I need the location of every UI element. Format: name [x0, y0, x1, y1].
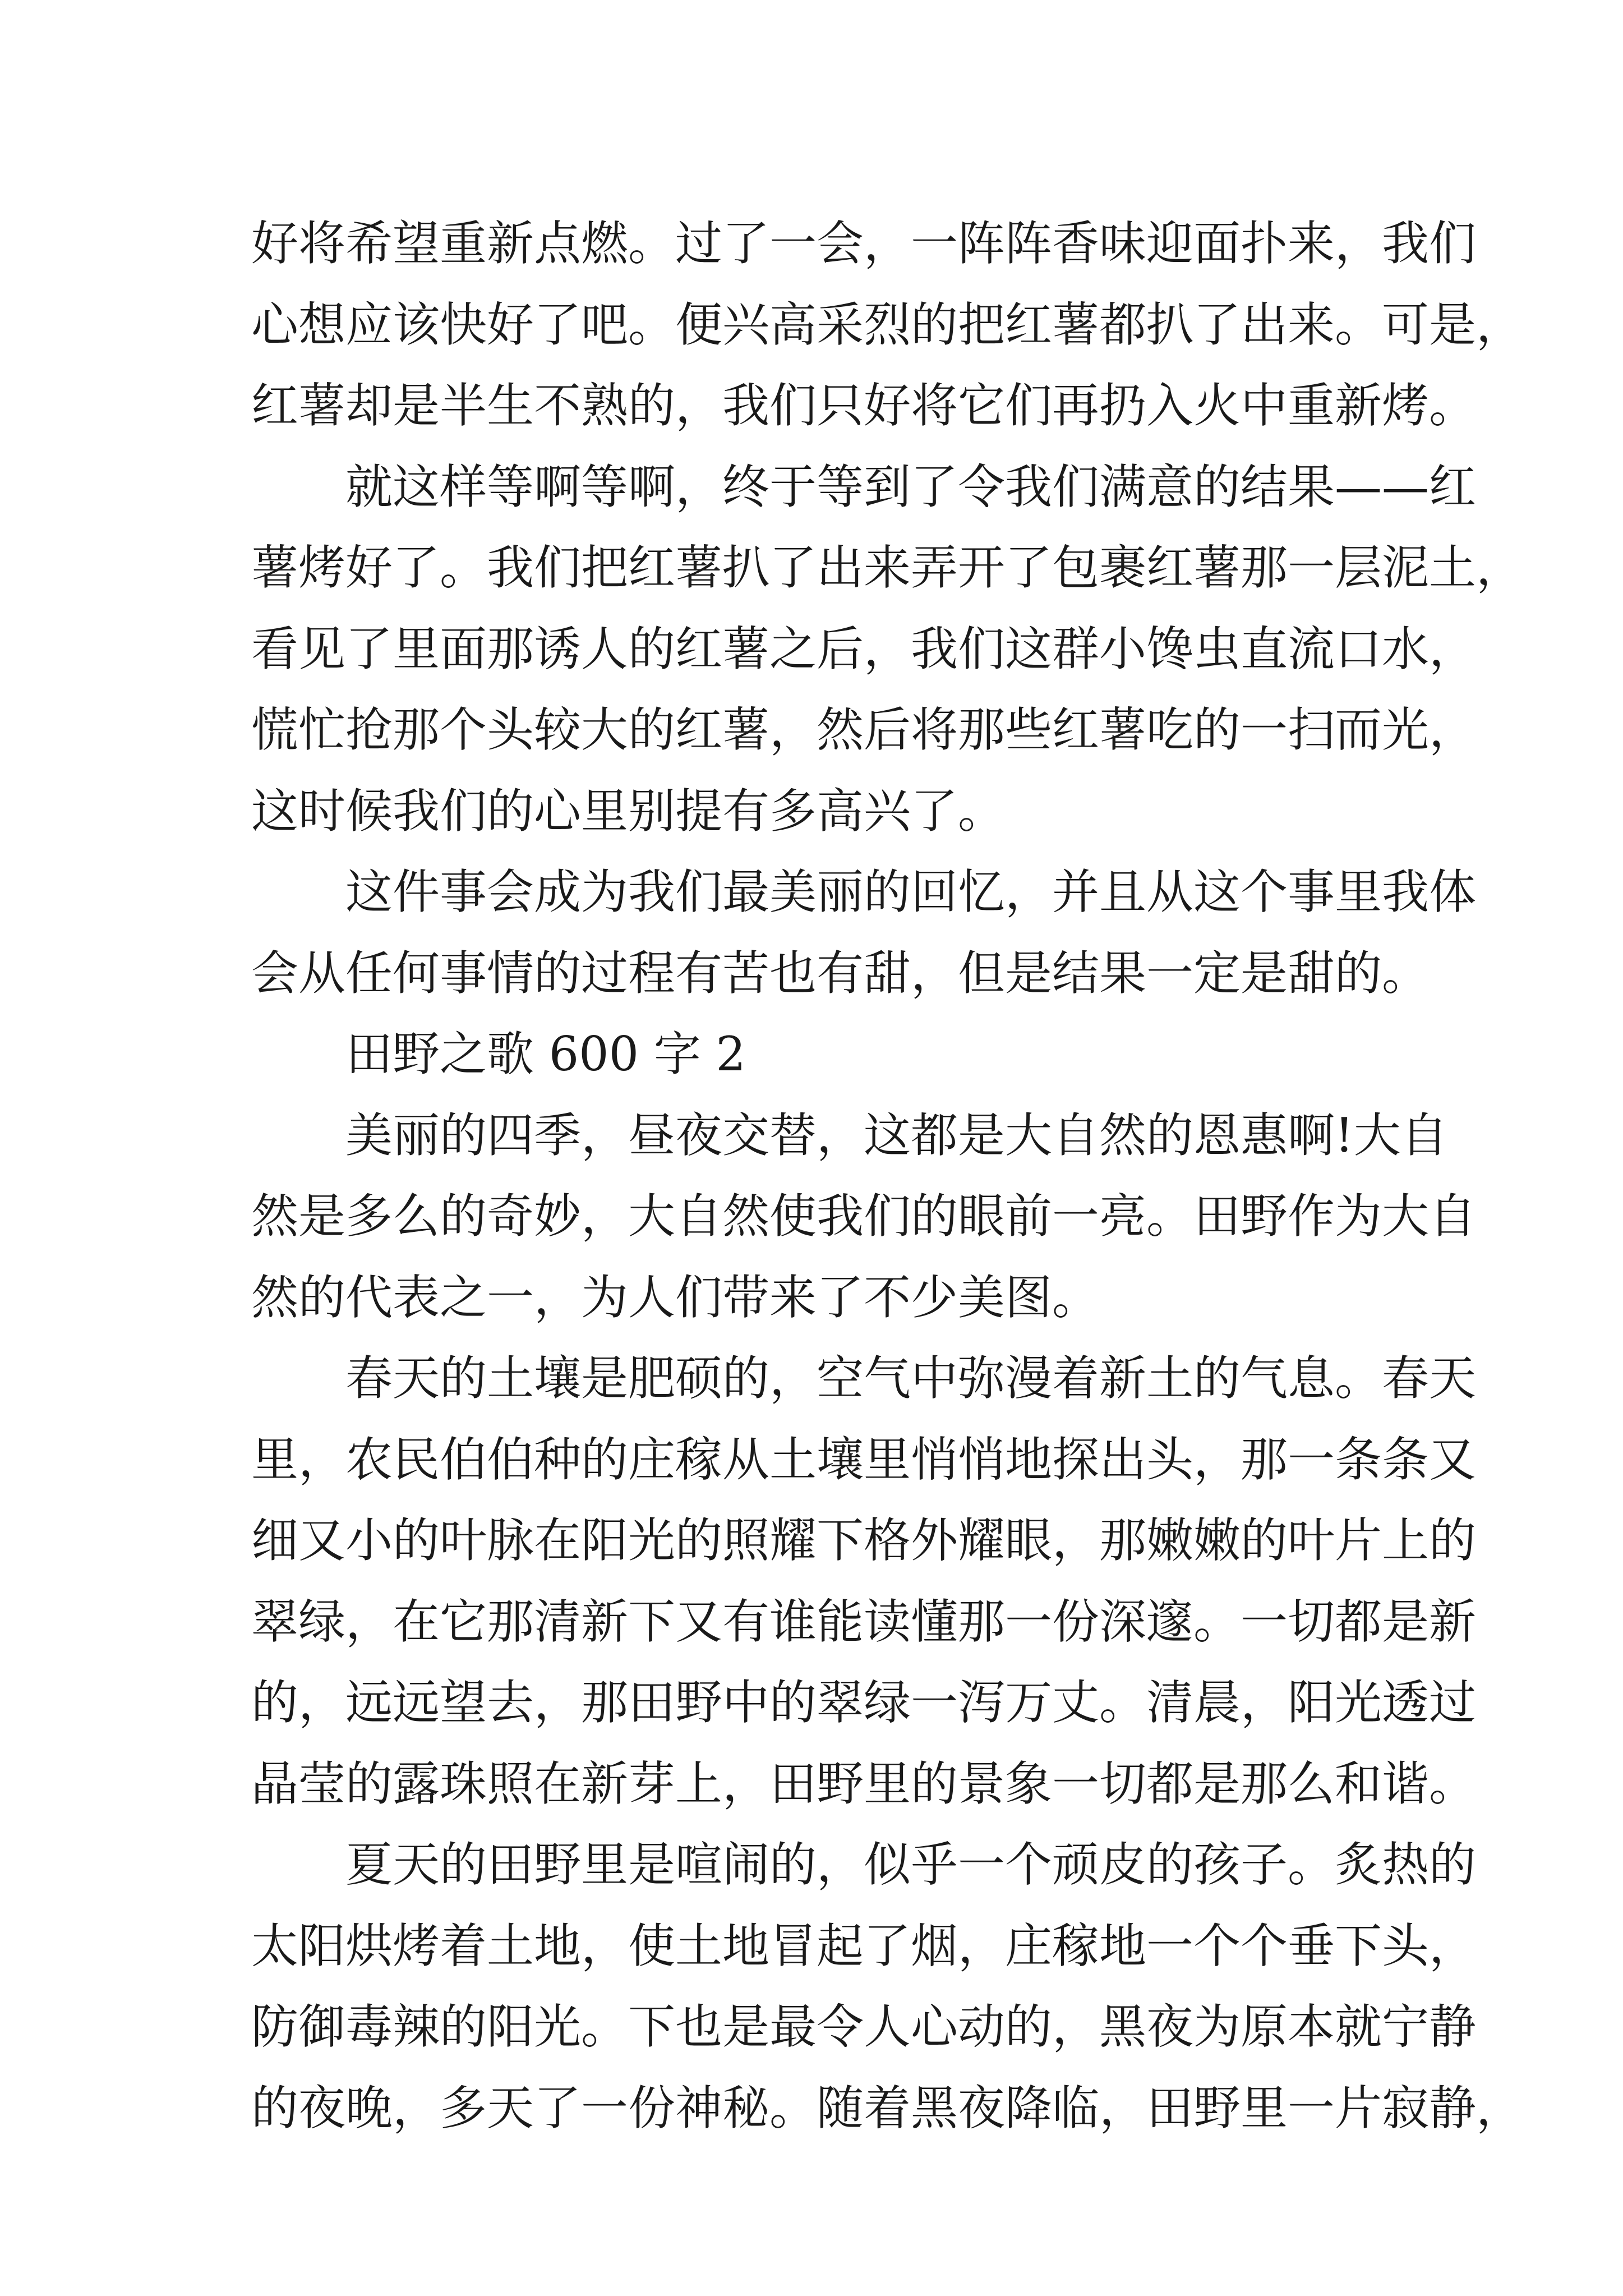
- text-line: 然是多么的奇妙，大自然使我们的眼前一亮。田野作为大自: [251, 1189, 1477, 1244]
- text-line: 这时候我们的心里别提有多高兴了。: [251, 783, 1006, 839]
- paragraph-start-line: 春天的土壤是肥硕的，空气中弥漫着新土的气息。春天: [345, 1351, 1477, 1406]
- text-line: 翠绿，在它那清新下又有谁能读懂那一份深邃。一切都是新: [251, 1594, 1477, 1649]
- paragraph-start-line: 夏天的田野里是喧闹的，似乎一个顽皮的孩子。炙热的: [345, 1837, 1477, 1892]
- text-line: 里，农民伯伯种的庄稼从土壤里悄悄地探出头，那一条条又: [251, 1432, 1477, 1487]
- section-heading: 田野之歌 600 字 2: [345, 1027, 746, 1082]
- document-body: [251, 203, 1524, 2148]
- text-line: 的夜晚，多天了一份神秘。随着黑夜降临，田野里一片寂静，: [251, 2080, 1524, 2136]
- text-line: 心想应该快好了吧。便兴高采烈的把红薯都扒了出来。可是，: [251, 297, 1524, 352]
- text-line: 薯烤好了。我们把红薯扒了出来弄开了包裹红薯那一层泥土，: [251, 540, 1524, 595]
- text-line: 晶莹的露珠照在新芽上，田野里的景象一切都是那么和谐。: [251, 1756, 1477, 1811]
- text-line: 好将希望重新点燃。过了一会，一阵阵香味迎面扑来，我们: [251, 216, 1477, 271]
- text-line: 红薯却是半生不熟的，我们只好将它们再扔入火中重新烤。: [251, 378, 1477, 433]
- text-line: 细又小的叶脉在阳光的照耀下格外耀眼，那嫩嫩的叶片上的: [251, 1513, 1477, 1568]
- text-line: 看见了里面那诱人的红薯之后，我们这群小馋虫直流口水，: [251, 621, 1477, 677]
- text-line: 防御毒辣的阳光。下也是最令人心动的，黑夜为原本就宁静: [251, 1999, 1477, 2054]
- text-line: 慌忙抢那个头较大的红薯，然后将那些红薯吃的一扫而光，: [251, 702, 1477, 757]
- paragraph-start-line: 这件事会成为我们最美丽的回忆，并且从这个事里我体: [345, 864, 1477, 919]
- text-line: 然的代表之一，为人们带来了不少美图。: [251, 1269, 1100, 1325]
- text-line: 会从任何事情的过程有苦也有甜，但是结果一定是甜的。: [251, 945, 1430, 1001]
- text-line: 的，远远望去，那田野中的翠绿一泻万丈。清晨，阳光透过: [251, 1675, 1477, 1730]
- paragraph-start-line: 美丽的四季，昼夜交替，这都是大自然的恩惠啊!大自: [345, 1107, 1448, 1163]
- text-line: 太阳烘烤着土地，使土地冒起了烟，庄稼地一个个垂下头，: [251, 1918, 1477, 1973]
- paragraph-start-line: 就这样等啊等啊，终于等到了令我们满意的结果——红: [345, 459, 1477, 514]
